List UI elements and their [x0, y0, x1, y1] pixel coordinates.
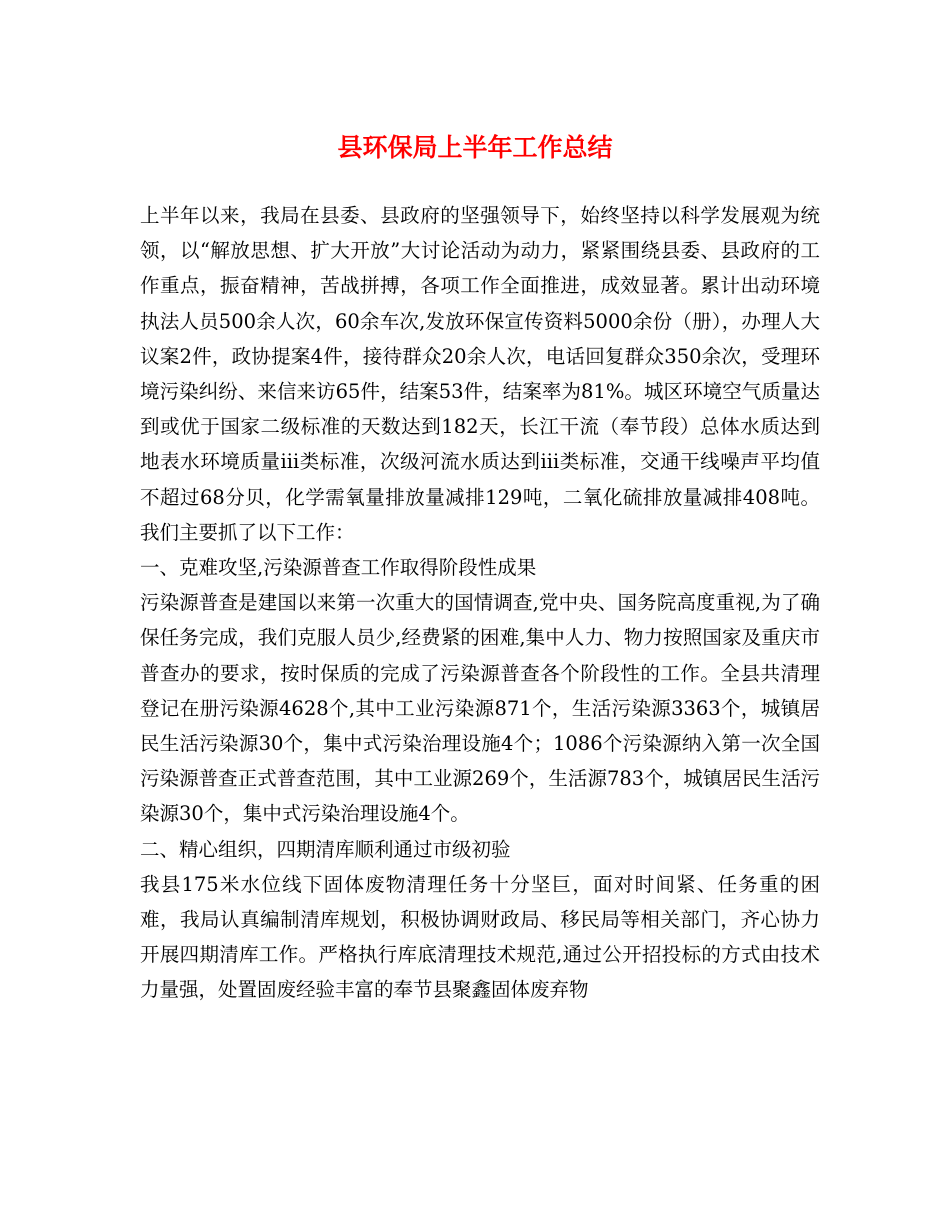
section-heading-2: 二、精心组织，四期清库顺利通过市级初验 [140, 837, 511, 861]
paragraph-pollution-census: 污染源普查是建国以来第一次重大的国情调查,党中央、国务院高度重视,为了确保任务完成，我们克服人员少,经费紧的困难,集中人力、物力按照国家及重庆市普查办的要求，按时保质的完成了污染源普查各个阶段性的工作。全县共清理登记在册污染源4628个,其中工业污染源871个，生活污染源3363个，城镇居民生活污染源30个，集中式污染治理设施4个；1086个污染源纳入第一次全国污染源普查正式普查范围，其中工业源269个，生活源783个，城镇居民生活污染源30个，集中式污染治理设施4个。 [140, 591, 820, 826]
document-title: 县环保局上半年工作总结 [337, 133, 613, 162]
document-body [140, 198, 820, 1008]
section-heading-1: 一、克难攻坚,污染源普查工作取得阶段性成果 [140, 556, 537, 580]
paragraph-reservoir-cleanup: 我县175米水位线下固体废物清理任务十分坚巨，面对时间紧、任务重的困难，我局认真编制清库规划，积极协调财政局、移民局等相关部门，齐心协力开展四期清库工作。严格执行库底清理技术规范,通过公开招投标的方式由技术力量强，处置固废经验丰富的奉节县聚鑫固体废弃物 [140, 872, 820, 1002]
paragraph-intro: 上半年以来，我局在县委、县政府的坚强领导下，始终坚持以科学发展观为统领，以“解放思想、扩大开放”大讨论活动为动力，紧紧围绕县委、县政府的工作重点，振奋精神，苦战拼搏，各项工作全面推进，成效显著。累计出动环境执法人员500余人次，60余车次,发放环保宣传资料5000余份（册），办理人大议案2件，政协提案4件，接待群众20余人次，电话回复群众350余次，受理环境污染纠纷、来信来访65件，结案53件，结案率为81%。城区环境空气质量达到或优于国家二级标准的天数达到182天，长江干流（奉节段）总体水质达到地表水环境质量ⅲ类标准，次级河流水质达到ⅲ类标准，交通干线噪声平均值不超过68分贝，化学需氧量排放量减排129吨，二氧化硫排放量减排408吨。我们主要抓了以下工作： [140, 204, 820, 544]
